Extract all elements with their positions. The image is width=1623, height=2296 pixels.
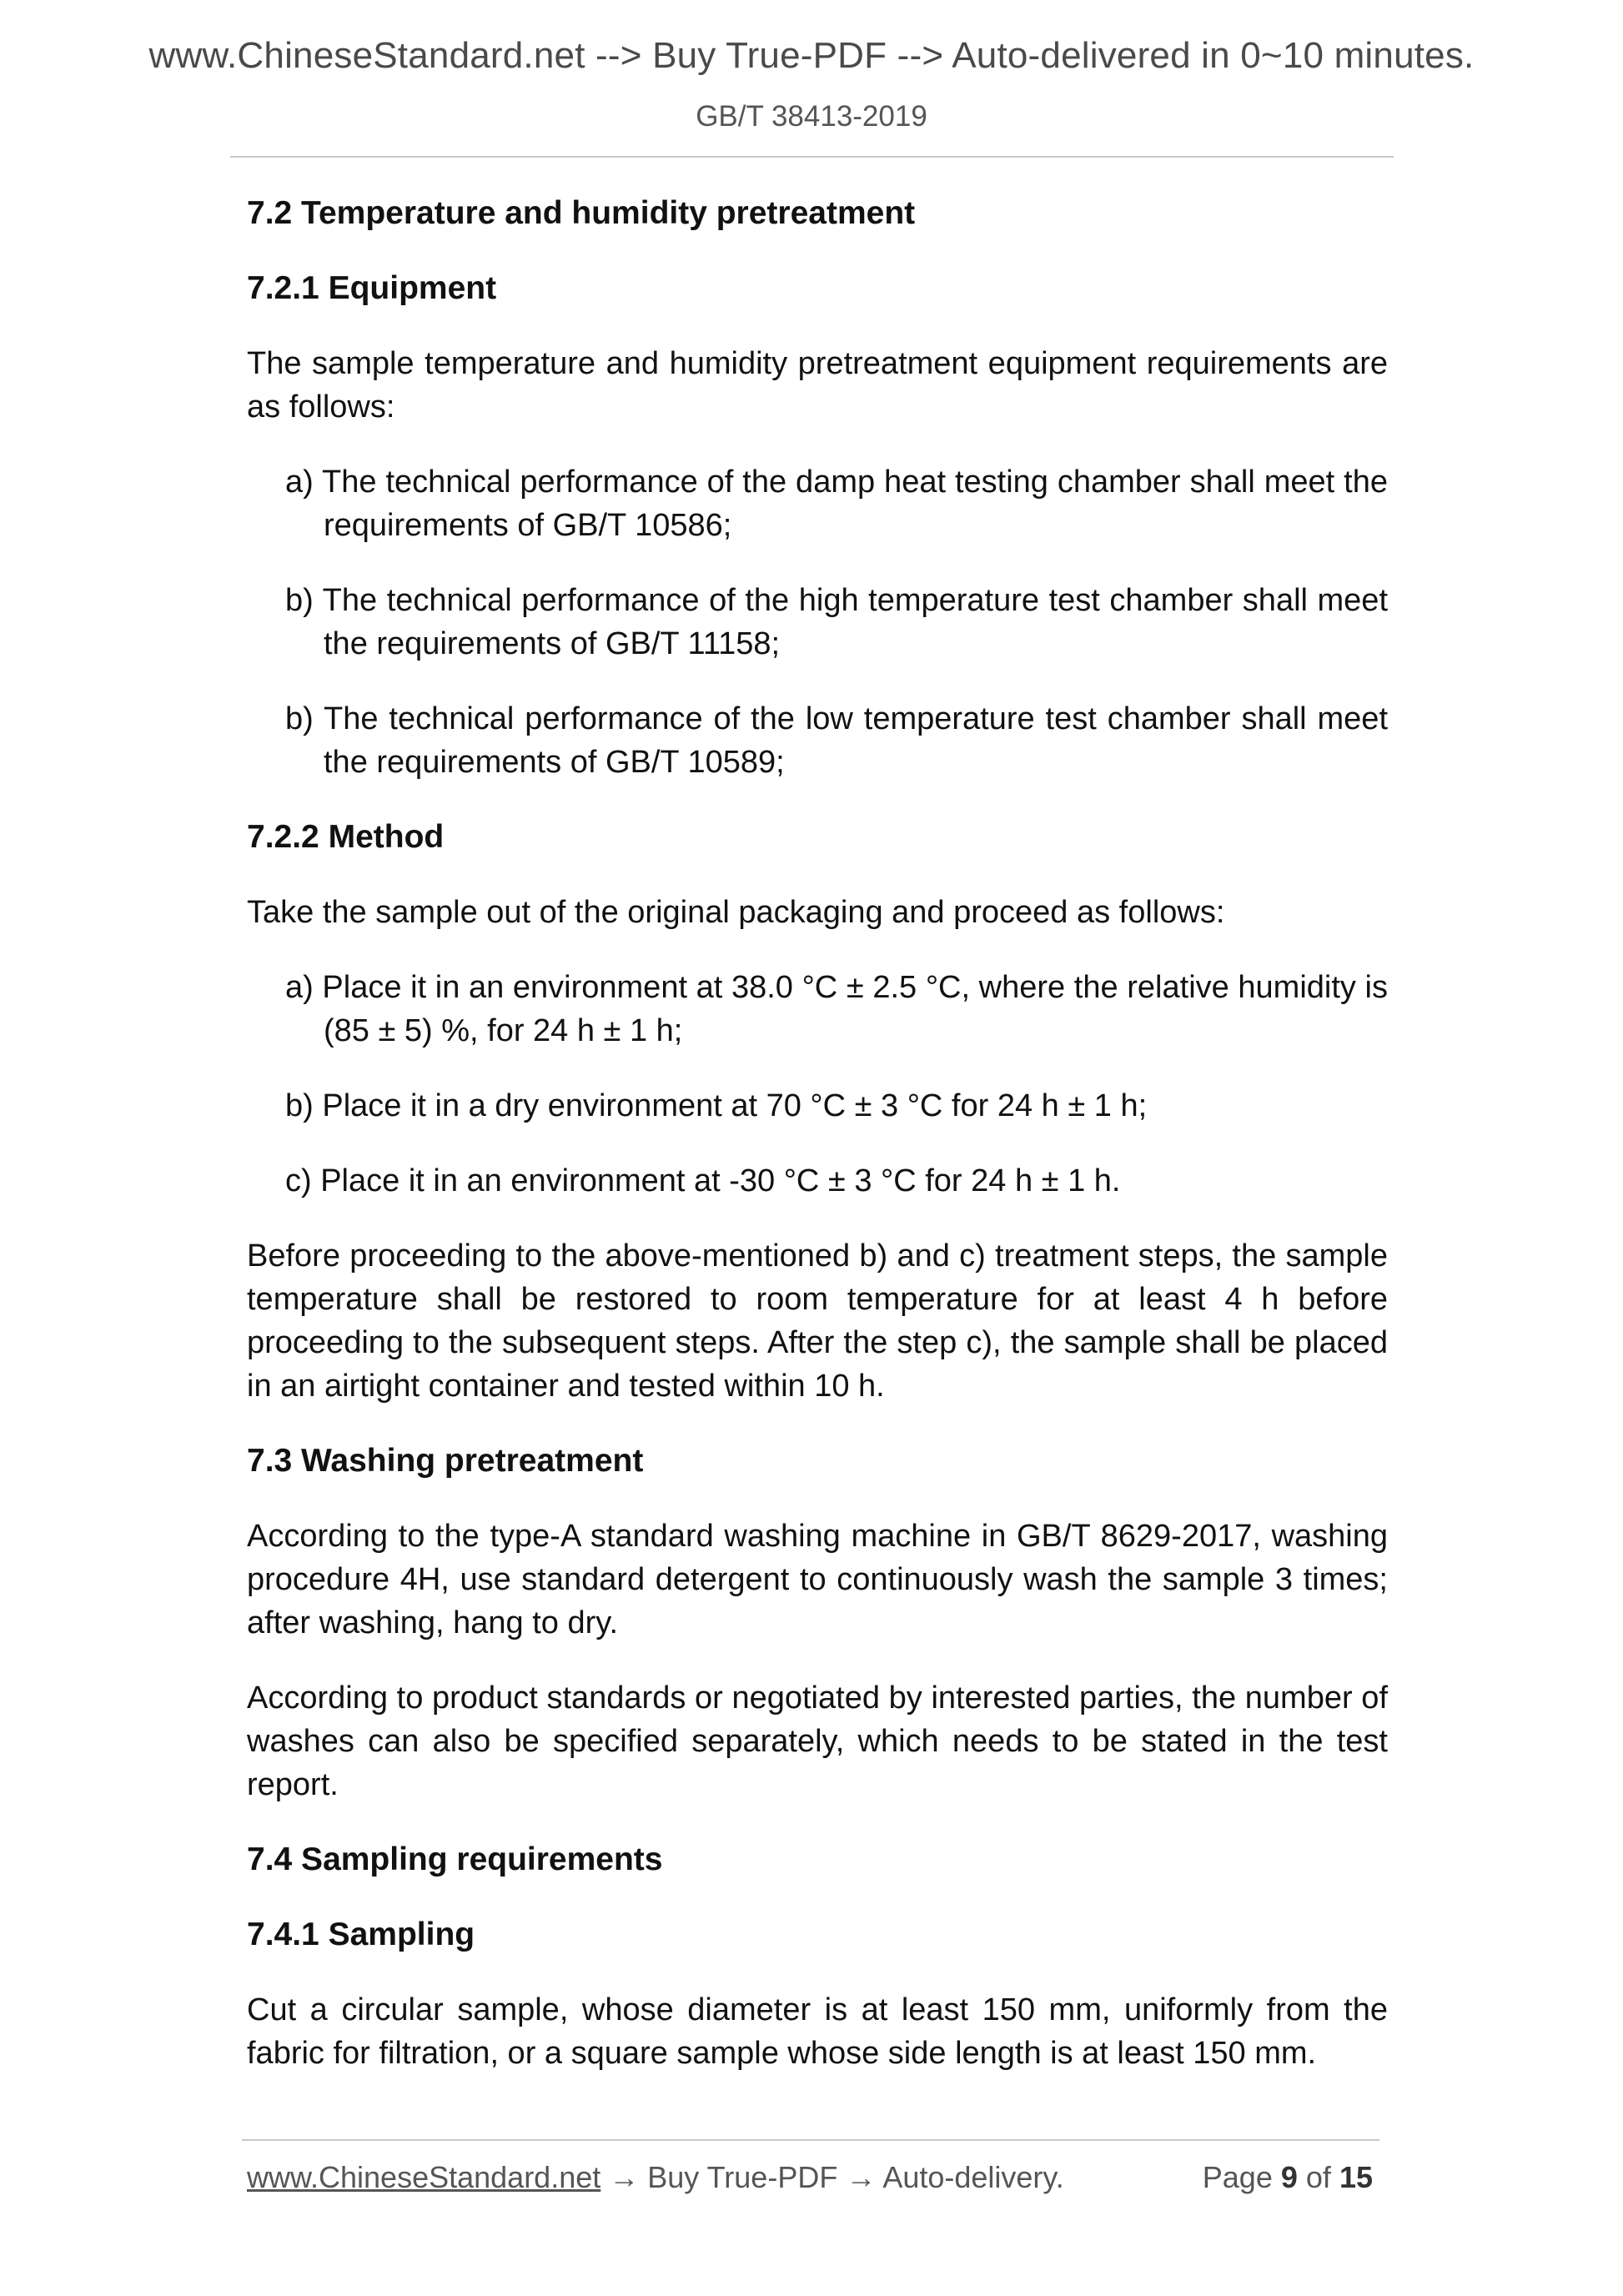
- page-total: 15: [1339, 2160, 1373, 2194]
- page-content: [247, 192, 1388, 2107]
- list-item-equipment-b2: b) The technical performance of the low temperature test chamber shall meet the requirements of GB/T 10589;: [285, 701, 1388, 780]
- paragraph-washing-2: According to product standards or negotiated by interested parties, the number of washes can also be specified separately, which needs to be stated in the test report.: [247, 1681, 1388, 1802]
- paragraph-before-proceeding: Before proceeding to the above-mentioned b) and c) treatment steps, the sample temperature shall be restored to room temperature for at least 4 h before proceeding to the subsequent steps. After the step c), the sample shall be placed in an airtight container and tested within 10 h.: [247, 1238, 1388, 1404]
- footer-divider: [242, 2139, 1379, 2141]
- paragraph-washing-1: According to the type-A standard washing machine in GB/T 8629-2017, washing procedure 4H, use standard detergent to continuously wash the sample 3 times; after washing, hang to dry.: [247, 1519, 1388, 1640]
- site-banner: www.ChineseStandard.net --> Buy True-PDF --> Auto-delivered in 0~10 minutes.: [148, 35, 1475, 76]
- header-divider: [230, 156, 1394, 158]
- paragraph-sampling: Cut a circular sample, whose diameter is at least 150 mm, uniformly from the fabric for filtration, or a square sample whose side length is at least 150 mm.: [247, 1992, 1388, 2071]
- heading-7-2-1: 7.2.1 Equipment: [247, 270, 497, 306]
- heading-7-2-2: 7.2.2 Method: [247, 819, 445, 855]
- page-current: 9: [1280, 2160, 1298, 2194]
- page-of: of: [1305, 2160, 1331, 2194]
- page-label: Page: [1202, 2160, 1273, 2194]
- list-item-equipment-a: a) The technical performance of the damp heat testing chamber shall meet the requirements of GB/T 10586;: [285, 465, 1388, 543]
- list-item-equipment-b: b) The technical performance of the high temperature test chamber shall meet the requirements of GB/T 11158;: [285, 583, 1388, 661]
- page-indicator: [1203, 2160, 1373, 2195]
- document-number: GB/T 38413-2019: [696, 100, 927, 133]
- list-item-method-c: c) Place it in an environment at -30 °C ± 3 °C for 24 h ± 1 h.: [285, 1163, 1121, 1198]
- page-footer: [247, 2160, 1379, 2195]
- heading-7-2: 7.2 Temperature and humidity pretreatment: [247, 195, 916, 231]
- heading-7-4: 7.4 Sampling requirements: [247, 1841, 663, 1877]
- heading-7-4-1: 7.4.1 Sampling: [247, 1917, 475, 1952]
- list-item-method-b: b) Place it in a dry environment at 70 °C ± 3 °C for 24 h ± 1 h;: [285, 1088, 1148, 1123]
- paragraph-method-intro: Take the sample out of the original packaging and proceed as follows:: [247, 895, 1225, 930]
- list-item-method-a: a) Place it in an environment at 38.0 °C ± 2.5 °C, where the relative humidity is (85 ± 5) %, for 24 h ± 1 h;: [285, 970, 1388, 1048]
- paragraph-equipment-intro: The sample temperature and humidity pretreatment equipment requirements are as follows:: [247, 346, 1388, 425]
- heading-7-3: 7.3 Washing pretreatment: [247, 1443, 644, 1479]
- footer-tagline: → Buy True-PDF → Auto-delivery.: [600, 2160, 1064, 2194]
- footer-site-link[interactable]: www.ChineseStandard.net: [247, 2160, 601, 2194]
